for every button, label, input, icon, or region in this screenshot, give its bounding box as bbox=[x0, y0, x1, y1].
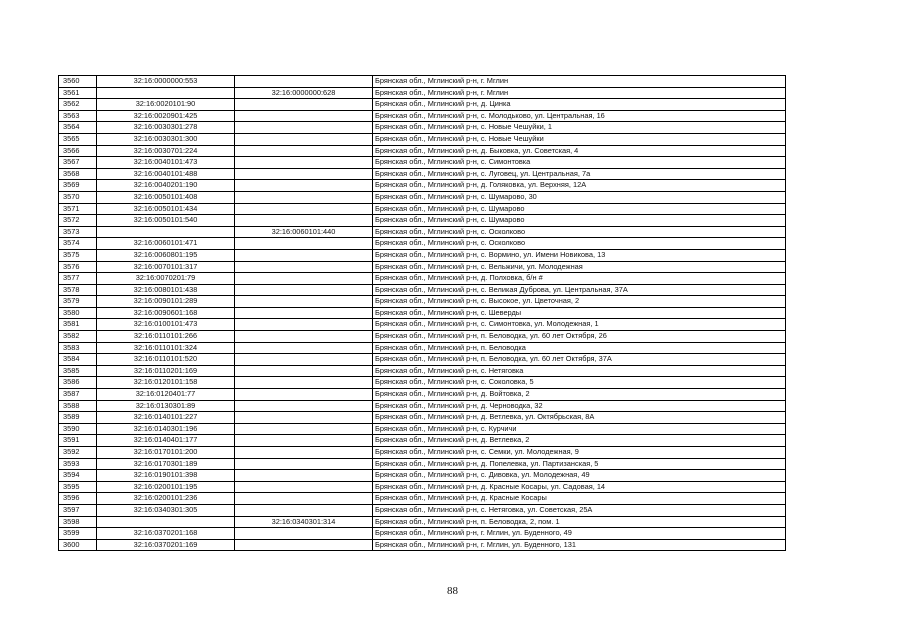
table-row bbox=[59, 157, 786, 169]
cadastral-number-alt-cell bbox=[235, 273, 373, 285]
row-number-cell: 3587 bbox=[59, 389, 97, 401]
table-row bbox=[59, 238, 786, 250]
table-row bbox=[59, 261, 786, 273]
cadastral-number-alt-cell bbox=[235, 365, 373, 377]
cadastral-number-cell: 32:16:0030301:278 bbox=[97, 122, 235, 134]
cadastral-number-cell: 32:16:0200101:236 bbox=[97, 493, 235, 505]
cadastral-number-cell: 32:16:0140101:227 bbox=[97, 412, 235, 424]
table-row bbox=[59, 319, 786, 331]
row-number-cell: 3569 bbox=[59, 180, 97, 192]
cadastral-number-cell: 32:16:0130301:89 bbox=[97, 400, 235, 412]
cadastral-number-alt-cell bbox=[235, 168, 373, 180]
table-row bbox=[59, 215, 786, 227]
row-number-cell: 3596 bbox=[59, 493, 97, 505]
cadastral-number-cell: 32:16:0370201:168 bbox=[97, 528, 235, 540]
table-row bbox=[59, 342, 786, 354]
address-cell: Брянская обл., Мглинский р-н, д. Красные Косары bbox=[373, 493, 786, 505]
cadastral-number-alt-cell: 32:16:0060101:440 bbox=[235, 226, 373, 238]
row-number-cell: 3585 bbox=[59, 365, 97, 377]
address-cell: Брянская обл., Мглинский р-н, с. Шумарово bbox=[373, 215, 786, 227]
cadastral-number-cell: 32:16:0340301:305 bbox=[97, 504, 235, 516]
cadastral-number-cell: 32:16:0090601:168 bbox=[97, 307, 235, 319]
table-row bbox=[59, 133, 786, 145]
cadastral-number-alt-cell bbox=[235, 447, 373, 459]
cadastral-number-alt-cell bbox=[235, 412, 373, 424]
table-row bbox=[59, 296, 786, 308]
address-cell: Брянская обл., Мглинский р-н, с. Шеверды bbox=[373, 307, 786, 319]
cadastral-number-alt-cell bbox=[235, 180, 373, 192]
row-number-cell: 3595 bbox=[59, 481, 97, 493]
address-cell: Брянская обл., Мглинский р-н, д. Голяковка, ул. Верхняя, 12А bbox=[373, 180, 786, 192]
cadastral-number-cell: 32:16:0050101:434 bbox=[97, 203, 235, 215]
table-row bbox=[59, 377, 786, 389]
table-row bbox=[59, 110, 786, 122]
cadastral-number-alt-cell bbox=[235, 470, 373, 482]
address-cell: Брянская обл., Мглинский р-н, п. Беловодка, ул. 60 лет Октября, 37А bbox=[373, 354, 786, 366]
cadastral-number-alt-cell bbox=[235, 458, 373, 470]
row-number-cell: 3572 bbox=[59, 215, 97, 227]
row-number-cell: 3576 bbox=[59, 261, 97, 273]
table-row bbox=[59, 423, 786, 435]
table-row bbox=[59, 180, 786, 192]
address-cell: Брянская обл., Мглинский р-н, д. Полховка, б/н # bbox=[373, 273, 786, 285]
row-number-cell: 3600 bbox=[59, 539, 97, 551]
table-row bbox=[59, 168, 786, 180]
row-number-cell: 3571 bbox=[59, 203, 97, 215]
cadastral-number-alt-cell bbox=[235, 400, 373, 412]
row-number-cell: 3586 bbox=[59, 377, 97, 389]
address-cell: Брянская обл., Мглинский р-н, д. Ветлевка, ул. Октябрьская, 8А bbox=[373, 412, 786, 424]
table-row bbox=[59, 447, 786, 459]
property-table bbox=[58, 75, 786, 551]
row-number-cell: 3592 bbox=[59, 447, 97, 459]
table-row bbox=[59, 389, 786, 401]
cadastral-number-cell: 32:16:0030701:224 bbox=[97, 145, 235, 157]
address-cell: Брянская обл., Мглинский р-н, д. Войтовка, 2 bbox=[373, 389, 786, 401]
cadastral-number-alt-cell bbox=[235, 110, 373, 122]
cadastral-number-alt-cell bbox=[235, 122, 373, 134]
cadastral-number-alt-cell bbox=[235, 203, 373, 215]
address-cell: Брянская обл., Мглинский р-н, с. Нетяговка bbox=[373, 365, 786, 377]
cadastral-number-cell: 32:16:0020101:90 bbox=[97, 99, 235, 111]
address-cell: Брянская обл., Мглинский р-н, с. Симонтовка bbox=[373, 157, 786, 169]
address-cell: Брянская обл., Мглинский р-н, с. Дивовка, ул. Молодежная, 49 bbox=[373, 470, 786, 482]
row-number-cell: 3582 bbox=[59, 331, 97, 343]
table-row bbox=[59, 191, 786, 203]
cadastral-number-cell: 32:16:0110101:324 bbox=[97, 342, 235, 354]
table-row bbox=[59, 493, 786, 505]
row-number-cell: 3589 bbox=[59, 412, 97, 424]
row-number-cell: 3567 bbox=[59, 157, 97, 169]
address-cell: Брянская обл., Мглинский р-н, с. Нетяговка, ул. Советская, 25А bbox=[373, 504, 786, 516]
address-cell: Брянская обл., Мглинский р-н, д. Цинка bbox=[373, 99, 786, 111]
cadastral-number-cell: 32:16:0170101:200 bbox=[97, 447, 235, 459]
cadastral-number-alt-cell bbox=[235, 157, 373, 169]
row-number-cell: 3578 bbox=[59, 284, 97, 296]
cadastral-number-alt-cell bbox=[235, 354, 373, 366]
address-cell: Брянская обл., Мглинский р-н, с. Шумарово bbox=[373, 203, 786, 215]
table-row bbox=[59, 504, 786, 516]
address-cell: Брянская обл., Мглинский р-н, д. Быковка, ул. Советская, 4 bbox=[373, 145, 786, 157]
row-number-cell: 3573 bbox=[59, 226, 97, 238]
cadastral-number-alt-cell bbox=[235, 307, 373, 319]
table-row bbox=[59, 331, 786, 343]
row-number-cell: 3580 bbox=[59, 307, 97, 319]
cadastral-number-alt-cell bbox=[235, 493, 373, 505]
cadastral-number-cell: 32:16:0000000:553 bbox=[97, 76, 235, 88]
cadastral-number-alt-cell bbox=[235, 249, 373, 261]
table-row bbox=[59, 458, 786, 470]
cadastral-number-alt-cell bbox=[235, 284, 373, 296]
cadastral-number-alt-cell bbox=[235, 145, 373, 157]
address-cell: Брянская обл., Мглинский р-н, с. Соколовка, 5 bbox=[373, 377, 786, 389]
table-row bbox=[59, 87, 786, 99]
cadastral-number-cell: 32:16:0200101:195 bbox=[97, 481, 235, 493]
row-number-cell: 3598 bbox=[59, 516, 97, 528]
row-number-cell: 3594 bbox=[59, 470, 97, 482]
cadastral-number-cell: 32:16:0040201:190 bbox=[97, 180, 235, 192]
address-cell: Брянская обл., Мглинский р-н, с. Молодьково, ул. Центральная, 16 bbox=[373, 110, 786, 122]
row-number-cell: 3584 bbox=[59, 354, 97, 366]
cadastral-number-alt-cell bbox=[235, 76, 373, 88]
table-row bbox=[59, 226, 786, 238]
cadastral-number-alt-cell: 32:16:0000000:628 bbox=[235, 87, 373, 99]
row-number-cell: 3583 bbox=[59, 342, 97, 354]
cadastral-number-alt-cell bbox=[235, 481, 373, 493]
table-row bbox=[59, 365, 786, 377]
row-number-cell: 3570 bbox=[59, 191, 97, 203]
cadastral-number-cell: 32:16:0070201:79 bbox=[97, 273, 235, 285]
row-number-cell: 3560 bbox=[59, 76, 97, 88]
row-number-cell: 3568 bbox=[59, 168, 97, 180]
cadastral-number-alt-cell bbox=[235, 215, 373, 227]
row-number-cell: 3577 bbox=[59, 273, 97, 285]
cadastral-number-cell bbox=[97, 226, 235, 238]
cadastral-number-alt-cell bbox=[235, 504, 373, 516]
row-number-cell: 3591 bbox=[59, 435, 97, 447]
cadastral-number-cell: 32:16:0030301:300 bbox=[97, 133, 235, 145]
row-number-cell: 3581 bbox=[59, 319, 97, 331]
table-row bbox=[59, 516, 786, 528]
row-number-cell: 3561 bbox=[59, 87, 97, 99]
cadastral-number-cell: 32:16:0140301:196 bbox=[97, 423, 235, 435]
table-row bbox=[59, 145, 786, 157]
cadastral-number-cell: 32:16:0040101:488 bbox=[97, 168, 235, 180]
address-cell: Брянская обл., Мглинский р-н, с. Курчичи bbox=[373, 423, 786, 435]
address-cell: Брянская обл., Мглинский р-н, с. Вельжичи, ул. Молодежная bbox=[373, 261, 786, 273]
row-number-cell: 3579 bbox=[59, 296, 97, 308]
cadastral-number-alt-cell bbox=[235, 377, 373, 389]
row-number-cell: 3566 bbox=[59, 145, 97, 157]
table-row bbox=[59, 203, 786, 215]
cadastral-number-cell: 32:16:0080101:438 bbox=[97, 284, 235, 296]
table-body bbox=[59, 76, 786, 551]
address-cell: Брянская обл., Мглинский р-н, с. Семки, ул. Молодежная, 9 bbox=[373, 447, 786, 459]
row-number-cell: 3565 bbox=[59, 133, 97, 145]
table-row bbox=[59, 470, 786, 482]
address-cell: Брянская обл., Мглинский р-н, с. Осколково bbox=[373, 238, 786, 250]
cadastral-number-alt-cell bbox=[235, 389, 373, 401]
table-row bbox=[59, 284, 786, 296]
row-number-cell: 3599 bbox=[59, 528, 97, 540]
cadastral-number-cell bbox=[97, 516, 235, 528]
row-number-cell: 3564 bbox=[59, 122, 97, 134]
table-row bbox=[59, 412, 786, 424]
table-row bbox=[59, 273, 786, 285]
cadastral-number-cell: 32:16:0370201:169 bbox=[97, 539, 235, 551]
cadastral-number-cell: 32:16:0090101:289 bbox=[97, 296, 235, 308]
cadastral-number-cell: 32:16:0050101:540 bbox=[97, 215, 235, 227]
row-number-cell: 3597 bbox=[59, 504, 97, 516]
row-number-cell: 3590 bbox=[59, 423, 97, 435]
table-row bbox=[59, 122, 786, 134]
cadastral-number-cell: 32:16:0100101:473 bbox=[97, 319, 235, 331]
address-cell: Брянская обл., Мглинский р-н, с. Шумарово, 30 bbox=[373, 191, 786, 203]
address-cell: Брянская обл., Мглинский р-н, с. Луговец, ул. Центральная, 7а bbox=[373, 168, 786, 180]
address-cell: Брянская обл., Мглинский р-н, д. Черноводка, 32 bbox=[373, 400, 786, 412]
table-row bbox=[59, 99, 786, 111]
table-row bbox=[59, 307, 786, 319]
row-number-cell: 3574 bbox=[59, 238, 97, 250]
cadastral-number-alt-cell bbox=[235, 423, 373, 435]
cadastral-number-cell: 32:16:0060801:195 bbox=[97, 249, 235, 261]
address-cell: Брянская обл., Мглинский р-н, п. Беловодка, 2, пом. 1 bbox=[373, 516, 786, 528]
cadastral-number-alt-cell bbox=[235, 296, 373, 308]
cadastral-number-alt-cell bbox=[235, 261, 373, 273]
cadastral-number-cell: 32:16:0110101:520 bbox=[97, 354, 235, 366]
cadastral-number-cell: 32:16:0170301:189 bbox=[97, 458, 235, 470]
address-cell: Брянская обл., Мглинский р-н, г. Мглин, ул. Буденного, 131 bbox=[373, 539, 786, 551]
cadastral-number-cell: 32:16:0140401:177 bbox=[97, 435, 235, 447]
cadastral-number-cell: 32:16:0190101:398 bbox=[97, 470, 235, 482]
table-row bbox=[59, 528, 786, 540]
cadastral-number-alt-cell bbox=[235, 539, 373, 551]
row-number-cell: 3593 bbox=[59, 458, 97, 470]
cadastral-number-alt-cell bbox=[235, 191, 373, 203]
cadastral-number-cell bbox=[97, 87, 235, 99]
address-cell: Брянская обл., Мглинский р-н, п. Беловодка bbox=[373, 342, 786, 354]
table-row bbox=[59, 76, 786, 88]
table-row bbox=[59, 539, 786, 551]
address-cell: Брянская обл., Мглинский р-н, с. Великая Дуброва, ул. Центральная, 37А bbox=[373, 284, 786, 296]
address-cell: Брянская обл., Мглинский р-н, с. Вормино, ул. Имени Новикова, 13 bbox=[373, 249, 786, 261]
cadastral-number-alt-cell bbox=[235, 331, 373, 343]
table-row bbox=[59, 400, 786, 412]
address-cell: Брянская обл., Мглинский р-н, д. Красные Косары, ул. Садовая, 14 bbox=[373, 481, 786, 493]
cadastral-number-cell: 32:16:0120401:77 bbox=[97, 389, 235, 401]
cadastral-number-cell: 32:16:0110201:169 bbox=[97, 365, 235, 377]
table-row bbox=[59, 481, 786, 493]
address-cell: Брянская обл., Мглинский р-н, с. Новые Чешуйки, 1 bbox=[373, 122, 786, 134]
table-row bbox=[59, 435, 786, 447]
cadastral-number-cell: 32:16:0070101:317 bbox=[97, 261, 235, 273]
cadastral-number-cell: 32:16:0050101:408 bbox=[97, 191, 235, 203]
address-cell: Брянская обл., Мглинский р-н, г. Мглин bbox=[373, 76, 786, 88]
address-cell: Брянская обл., Мглинский р-н, с. Высокое, ул. Цветочная, 2 bbox=[373, 296, 786, 308]
address-cell: Брянская обл., Мглинский р-н, с. Осколково bbox=[373, 226, 786, 238]
cadastral-number-cell: 32:16:0040101:473 bbox=[97, 157, 235, 169]
cadastral-number-alt-cell bbox=[235, 528, 373, 540]
row-number-cell: 3562 bbox=[59, 99, 97, 111]
page-number: 88 bbox=[447, 585, 458, 597]
cadastral-number-alt-cell: 32:16:0340301:314 bbox=[235, 516, 373, 528]
cadastral-number-alt-cell bbox=[235, 238, 373, 250]
cadastral-number-cell: 32:16:0020901:425 bbox=[97, 110, 235, 122]
address-cell: Брянская обл., Мглинский р-н, п. Беловодка, ул. 60 лет Октября, 26 bbox=[373, 331, 786, 343]
address-cell: Брянская обл., Мглинский р-н, д. Ветлевка, 2 bbox=[373, 435, 786, 447]
cadastral-number-cell: 32:16:0060101:471 bbox=[97, 238, 235, 250]
address-cell: Брянская обл., Мглинский р-н, г. Мглин, ул. Буденного, 49 bbox=[373, 528, 786, 540]
cadastral-number-cell: 32:16:0110101:266 bbox=[97, 331, 235, 343]
cadastral-number-alt-cell bbox=[235, 435, 373, 447]
cadastral-number-cell: 32:16:0120101:158 bbox=[97, 377, 235, 389]
row-number-cell: 3575 bbox=[59, 249, 97, 261]
table-row bbox=[59, 249, 786, 261]
address-cell: Брянская обл., Мглинский р-н, г. Мглин bbox=[373, 87, 786, 99]
address-cell: Брянская обл., Мглинский р-н, д. Попелевка, ул. Партизанская, 5 bbox=[373, 458, 786, 470]
table-row bbox=[59, 354, 786, 366]
row-number-cell: 3563 bbox=[59, 110, 97, 122]
cadastral-number-alt-cell bbox=[235, 99, 373, 111]
cadastral-number-alt-cell bbox=[235, 342, 373, 354]
address-cell: Брянская обл., Мглинский р-н, с. Симонтовка, ул. Молодежная, 1 bbox=[373, 319, 786, 331]
cadastral-number-alt-cell bbox=[235, 319, 373, 331]
address-cell: Брянская обл., Мглинский р-н, с. Новые Чешуйки bbox=[373, 133, 786, 145]
row-number-cell: 3588 bbox=[59, 400, 97, 412]
cadastral-number-alt-cell bbox=[235, 133, 373, 145]
